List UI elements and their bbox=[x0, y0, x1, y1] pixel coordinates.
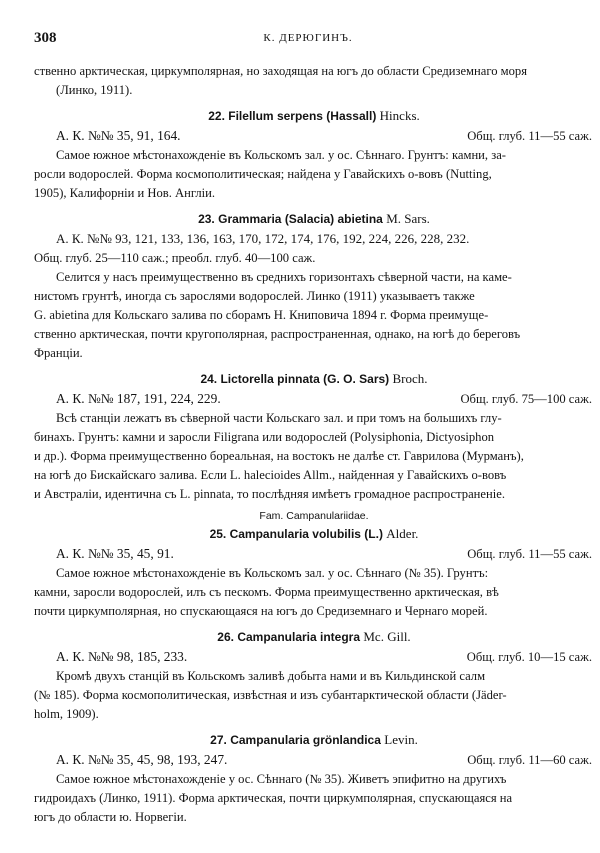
text-line: Франціи. bbox=[34, 346, 83, 360]
species-author: Mc. Gill. bbox=[363, 629, 411, 644]
species-heading bbox=[34, 209, 594, 229]
text-line: бинахъ. Грунтъ: камни и заросли Filigrana или водорослей (Polysiphonia, Dictyosiphon bbox=[34, 430, 495, 444]
station-line bbox=[34, 126, 594, 146]
species-name: Campanularia grönlandica bbox=[230, 733, 381, 747]
species-heading bbox=[34, 524, 594, 544]
station-list: А. К. №№ 35, 91, 164. bbox=[56, 128, 181, 143]
text-line: на югѣ до Бискайскаго залива. Если L. halecioides Allm., найденная у Гавайскихъ о-вовъ bbox=[34, 468, 507, 482]
text-line: G. abietina для Кольскаго залива по сборамъ Н. Книповича 1894 г. Форма преимуще- bbox=[34, 308, 489, 322]
species-author: Broch. bbox=[392, 371, 428, 386]
species-number: 22. bbox=[208, 109, 225, 123]
species-heading bbox=[34, 730, 594, 750]
species-heading bbox=[34, 627, 594, 647]
depth-range: Общ. глуб. 11—60 саж. bbox=[467, 753, 592, 767]
species-number: 23. bbox=[198, 212, 215, 226]
species-author: Levin. bbox=[384, 732, 418, 747]
station-list: А. К. №№ 35, 45, 91. bbox=[56, 546, 174, 561]
station-line bbox=[34, 750, 594, 770]
station-list: А. К. №№ 35, 45, 98, 193, 247. bbox=[56, 752, 228, 767]
text-line: (№ 185). Форма космополитическая, извѣстная и изъ субантарктической области (Jäder- bbox=[34, 688, 507, 702]
species-name: Filellum serpens (Hassall) bbox=[228, 109, 377, 123]
text-line: гидроидахъ (Линко, 1911). Форма арктическая, почти циркумполярная, спускающаяся на bbox=[34, 791, 513, 805]
station-line bbox=[34, 229, 594, 249]
species-number: 25. bbox=[209, 527, 227, 541]
depth-line: Общ. глуб. 25—110 саж.; преобл. глуб. 40—100 саж. bbox=[34, 251, 316, 265]
species-number: 24. bbox=[200, 372, 218, 386]
station-list: А. К. №№ 98, 185, 233. bbox=[56, 649, 188, 664]
text-line: Селится у насъ преимущественно въ среднихъ горизонтахъ сѣверной части, на каме- bbox=[56, 270, 512, 284]
page-body bbox=[34, 62, 594, 827]
species-name: Grammaria (Salacia) abietina bbox=[218, 212, 383, 226]
text-line: югъ до области ю. Норвегіи. bbox=[34, 810, 187, 824]
species-name: Lictorella pinnata (G. O. Sars) bbox=[220, 372, 390, 386]
depth-range: Общ. глуб. 75—100 саж. bbox=[460, 392, 592, 406]
station-list: А. К. №№ 187, 191, 224, 229. bbox=[56, 391, 221, 406]
text-line: Кромѣ двухъ станцій въ Кольскомъ заливѣ добыта нами и въ Кильдинской салм bbox=[56, 669, 486, 683]
text-line: нистомъ грунтѣ, иногда съ зарослями водорослей. Линко (1911) указываетъ также bbox=[34, 289, 475, 303]
species-author: Alder. bbox=[386, 526, 419, 541]
running-title: К. ДЕРЮГИНЪ. bbox=[263, 32, 353, 44]
depth-range: Общ. глуб. 11—55 саж. bbox=[467, 129, 592, 143]
text-line: Самое южное мѣстонахожденіе въ Кольскомъ зал. у ос. Сѣннаго (№ 35). Грунтъ: bbox=[56, 566, 489, 580]
depth-range: Общ. глуб. 11—55 саж. bbox=[467, 547, 592, 561]
text-line: ственно арктическая, почти кругополярная, распространенная, однако, на югѣ до береговъ bbox=[34, 327, 521, 341]
species-heading bbox=[34, 106, 594, 126]
depth-range: Общ. глуб. 10—15 саж. bbox=[466, 650, 592, 664]
text-line: и др.). Форма преимущественно бореальная, на востокъ не далѣе ст. Гаврилова (Мурманъ), bbox=[34, 449, 524, 463]
text-line: Всѣ станціи лежатъ въ сѣверной части Кольскаго зал. и при томъ на большихъ глу- bbox=[56, 411, 502, 425]
family-heading: Fam. Campanulariidae. bbox=[259, 510, 369, 522]
species-name: Campanularia volubilis (L.) bbox=[229, 527, 383, 541]
station-line bbox=[34, 544, 594, 564]
text-line: росли водорослей. Форма космополитическая; найдена у Гавайскихъ о-вовъ (Nutting, bbox=[34, 167, 492, 181]
text-line: holm, 1909). bbox=[34, 707, 99, 721]
species-name: Campanularia integra bbox=[237, 630, 361, 644]
species-author: M. Sars. bbox=[386, 211, 430, 226]
species-number: 26. bbox=[217, 630, 234, 644]
page-header bbox=[34, 30, 582, 50]
station-line bbox=[34, 389, 594, 409]
station-line bbox=[34, 647, 594, 667]
species-heading bbox=[34, 369, 594, 389]
text-line: Самое южное мѣстонахожденіе у ос. Сѣннаго (№ 35). Живетъ эпифитно на другихъ bbox=[56, 772, 507, 786]
text-line: Самое южное мѣстонахожденіе въ Кольскомъ зал. у ос. Сѣннаго. Грунтъ: камни, за- bbox=[56, 148, 506, 162]
text-line: почти циркумполярная, но спускающаяся на югъ до Средиземнаго и Чернаго морей. bbox=[34, 604, 488, 618]
text-line: и Австраліи, идентична съ L. pinnata, то послѣдняя имѣетъ громадное распространеніе. bbox=[34, 487, 505, 501]
text-line: ственно арктическая, циркумполярная, но заходящая на югъ до области Средиземнаго моря bbox=[34, 64, 527, 78]
species-author: Hincks. bbox=[379, 108, 420, 123]
species-number: 27. bbox=[210, 733, 227, 747]
page-number: 308 bbox=[34, 30, 57, 46]
text-line: 1905), Калифорніи и Нов. Англіи. bbox=[34, 186, 216, 200]
text-line: камни, заросли водорослей, илъ съ пескомъ. Форма преимущественно арктическая, вѣ bbox=[34, 585, 499, 599]
text-line: (Линко, 1911). bbox=[56, 83, 133, 97]
station-list: А. К. №№ 93, 121, 133, 136, 163, 170, 172, 174, 176, 192, 224, 226, 228, 232. bbox=[56, 231, 470, 246]
